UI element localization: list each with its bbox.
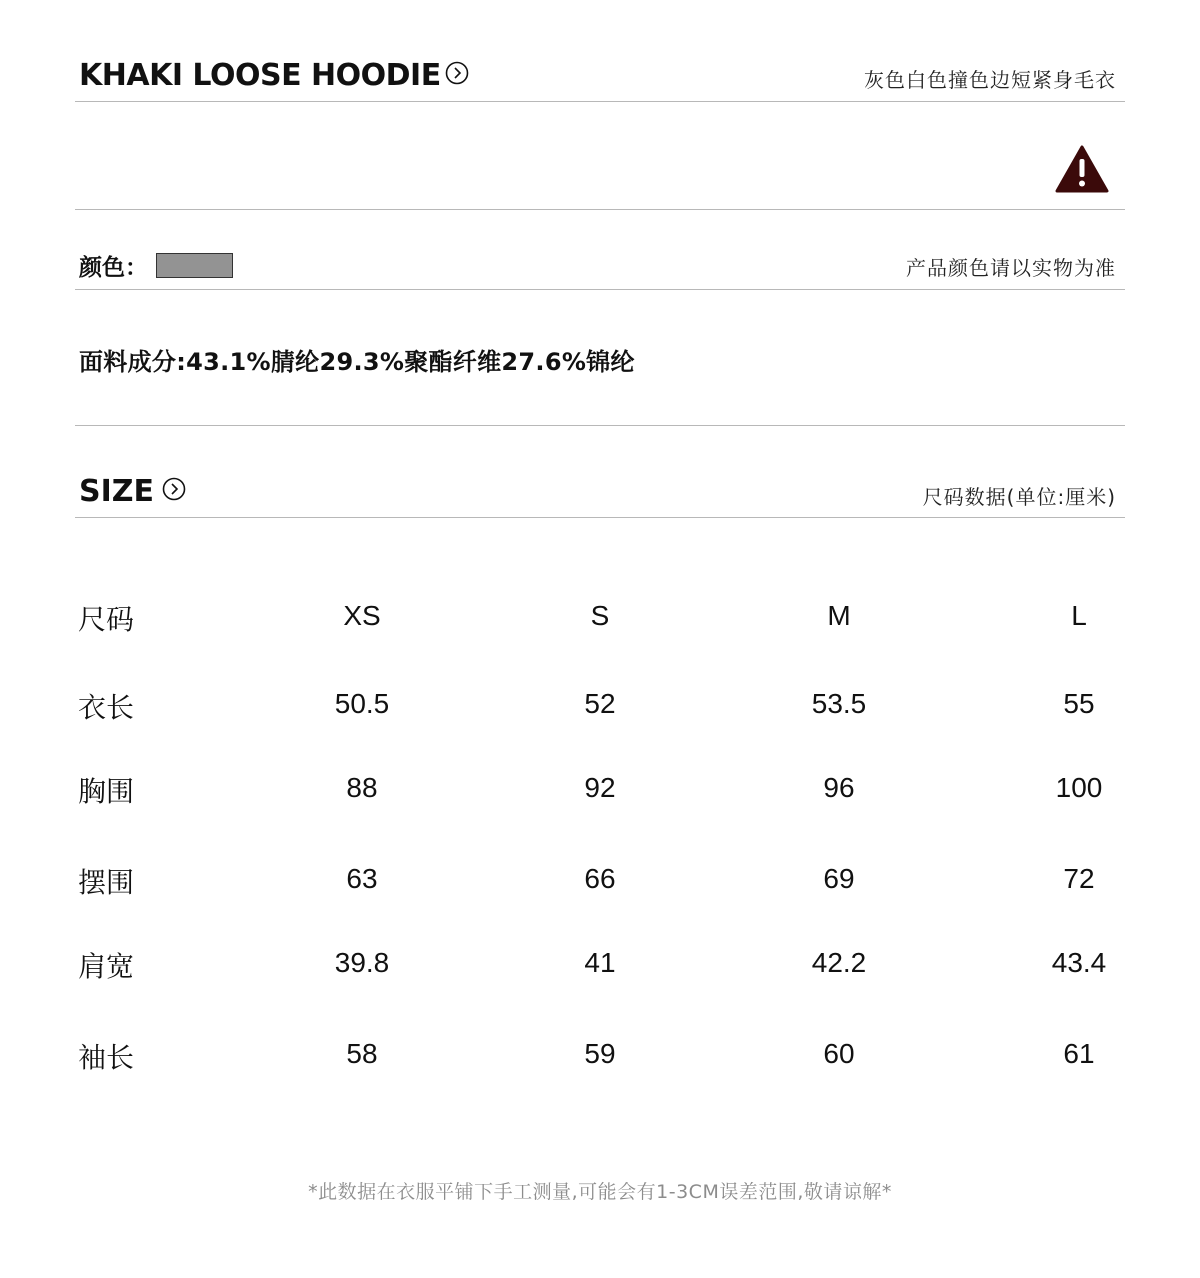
row-label: 袖长 — [78, 1041, 135, 1074]
color-note: 产品颜色请以实物为准 — [906, 256, 1116, 280]
table-cell: 61 — [1063, 1038, 1095, 1069]
table-cell: 41 — [584, 947, 616, 978]
table-cell: 43.4 — [1051, 947, 1107, 978]
table-cell: 92 — [584, 772, 616, 803]
table-cell: 52 — [584, 688, 616, 719]
table-row — [0, 772, 1200, 812]
product-subtitle: 灰色白色撞色边短紧身毛衣 — [864, 68, 1116, 92]
table-cell: 100 — [1055, 772, 1103, 803]
measurement-footnote: *此数据在衣服平铺下手工测量,可能会有1-3CM误差范围,敬请谅解* — [308, 1181, 892, 1203]
divider — [75, 425, 1125, 426]
size-header-cell: M — [827, 600, 851, 631]
table-cell: 58 — [346, 1038, 378, 1069]
size-header-cell: S — [590, 600, 610, 631]
table-row — [0, 1038, 1200, 1078]
table-cell: 96 — [823, 772, 855, 803]
size-unit-note: 尺码数据(单位:厘米) — [922, 485, 1116, 509]
row-label: 胸围 — [78, 775, 135, 808]
fabric-composition: 面料成分:43.1%腈纶29.3%聚酯纤维27.6%锦纶 — [79, 348, 635, 376]
size-header-cell: XS — [343, 600, 381, 631]
color-swatch — [156, 253, 233, 278]
table-cell: 53.5 — [811, 688, 867, 719]
size-title — [79, 474, 186, 509]
table-cell: 69 — [823, 863, 855, 894]
divider — [75, 289, 1125, 290]
table-row — [0, 863, 1200, 903]
warning-triangle-icon — [1055, 145, 1109, 197]
size-header-cell: L — [1071, 600, 1087, 631]
table-cell: 50.5 — [334, 688, 390, 719]
table-cell: 42.2 — [811, 947, 867, 978]
product-title-text: KHAKI LOOSE HOODIE — [79, 58, 441, 93]
chevron-circle-right-icon — [162, 474, 186, 509]
table-cell: 39.8 — [334, 947, 390, 978]
table-cell: 63 — [346, 863, 378, 894]
color-label — [79, 249, 233, 282]
row-label: 摆围 — [78, 866, 135, 899]
divider — [75, 517, 1125, 518]
chevron-circle-right-icon — [445, 58, 469, 93]
row-label: 衣长 — [78, 691, 135, 724]
table-cell: 55 — [1063, 688, 1095, 719]
table-cell: 59 — [584, 1038, 616, 1069]
size-header-label: 尺码 — [78, 603, 135, 636]
size-title-text: SIZE — [79, 474, 155, 509]
divider — [75, 101, 1125, 102]
divider — [75, 209, 1125, 210]
table-row — [0, 947, 1200, 987]
size-header-row — [0, 600, 1200, 640]
color-label-text: 颜色： — [79, 255, 148, 281]
table-cell: 72 — [1063, 863, 1095, 894]
table-cell: 88 — [346, 772, 378, 803]
table-row — [0, 688, 1200, 728]
table-cell: 60 — [823, 1038, 855, 1069]
product-title — [79, 58, 469, 93]
table-cell: 66 — [584, 863, 616, 894]
row-label: 肩宽 — [78, 950, 135, 983]
